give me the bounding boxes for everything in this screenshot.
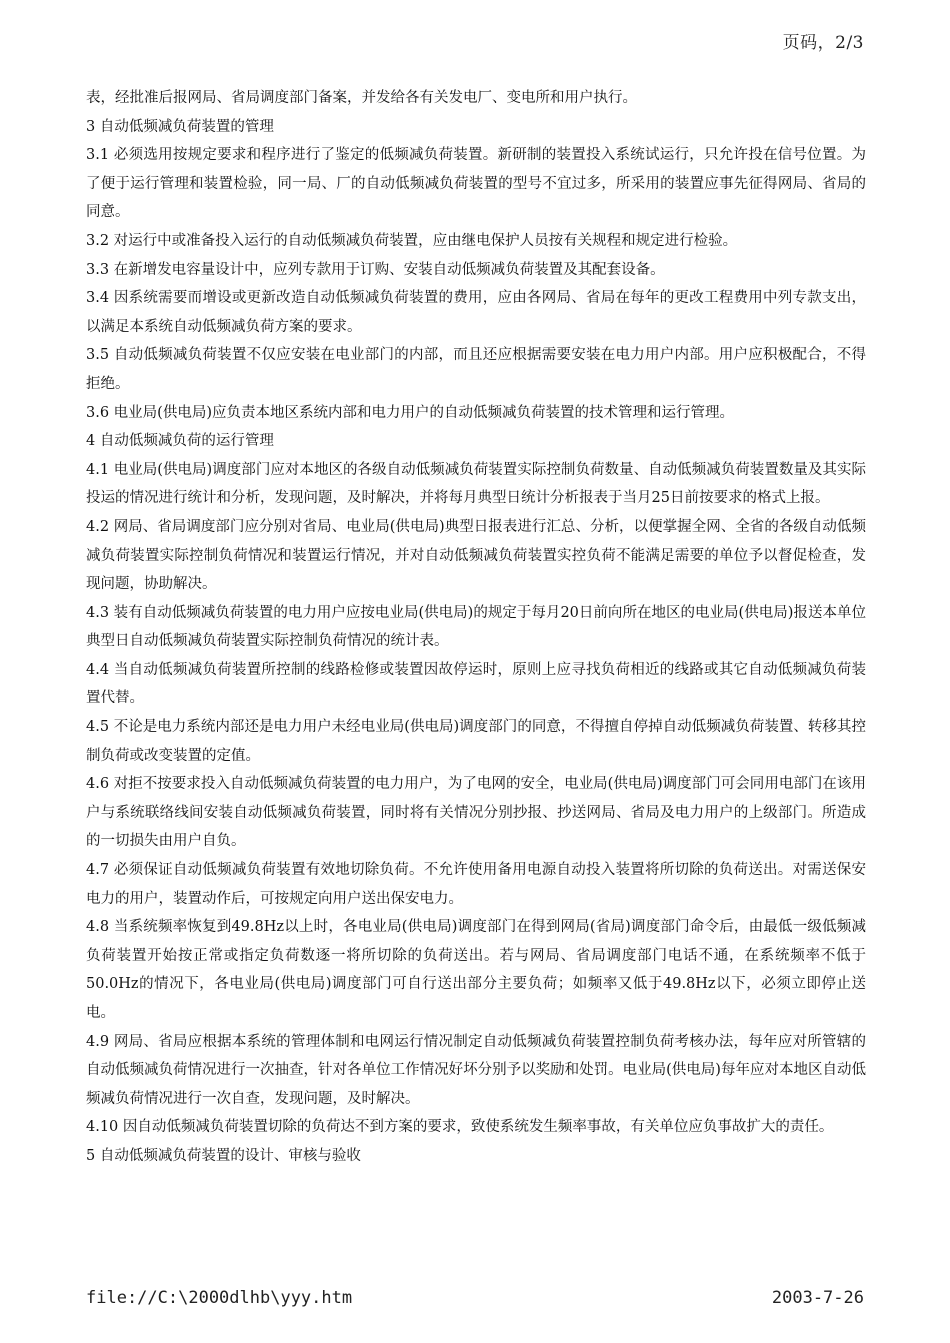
- paragraph: 4.5 不论是电力系统内部还是电力用户未经电业局(供电局)调度部门的同意，不得擅自停掉自动低频减负荷装置、转移其控制负荷或改变装置的定值。: [86, 719, 866, 764]
- paragraph: 4.9 网局、省局应根据本系统的管理体制和电网运行情况制定自动低频减负荷装置控制负荷考核办法，每年应对所管辖的自动低频减负荷情况进行一次抽查，针对各单位工作情况好坏分别予以奖励和处罚。电业局(供电局)每年应对本地区自动低频减负荷情况进行一次自查，发现问题，及时解决。: [86, 1033, 866, 1107]
- section-heading: 5 自动低频减负荷装置的设计、审核与验收: [86, 1147, 361, 1164]
- paragraph: 3.1 必须选用按规定要求和程序进行了鉴定的低频减负荷装置。新研制的装置投入系统试运行，只允许投在信号位置。为了便于运行管理和装置检验，同一局、厂的自动低频减负荷装置的型号不宜过多，所采用的装置应事先征得网局、省局的同意。: [86, 147, 866, 221]
- document-body: [86, 84, 866, 1171]
- print-date: 2003-7-26: [771, 1288, 864, 1308]
- paragraph: 3.2 对运行中或准备投入运行的自动低频减负荷装置，应由继电保护人员按有关规程和规定进行检验。: [86, 232, 738, 249]
- page-number: 页码，2/3: [782, 33, 864, 53]
- section-heading: 4 自动低频减负荷的运行管理: [86, 433, 274, 450]
- paragraph: 4.3 装有自动低频减负荷装置的电力用户应按电业局(供电局)的规定于每月20日前向所在地区的电业局(供电局)报送本单位典型日自动低频减负荷装置实际控制负荷情况的统计表。: [86, 604, 866, 650]
- paragraph: 3.5 自动低频减负荷装置不仅应安装在电业部门的内部，而且还应根据需要安装在电力用户内部。用户应积极配合，不得拒绝。: [86, 347, 866, 392]
- paragraph: 4.4 当自动低频减负荷装置所控制的线路检修或装置因故停运时，原则上应寻找负荷相近的线路或其它自动低频减负荷装置代替。: [86, 661, 866, 707]
- paragraph: 4.2 网局、省局调度部门应分别对省局、电业局(供电局)典型日报表进行汇总、分析，以便掌握全网、全省的各级自动低频减负荷装置实际控制负荷情况和装置运行情况，并对自动低频减负荷装置实控负荷不能满足需要的单位予以督促检查，发现问题，协助解决。: [86, 518, 866, 593]
- file-path: file://C:\2000dlhb\yyy.htm: [86, 1288, 353, 1308]
- paragraph: 3.6 电业局(供电局)应负责本地区系统内部和电力用户的自动低频减负荷装置的技术管理和运行管理。: [86, 404, 734, 421]
- paragraph: 表，经批准后报网局、省局调度部门备案，并发给各有关发电厂、变电所和用户执行。: [86, 90, 637, 106]
- paragraph: 3.3 在新增发电容量设计中，应列专款用于订购、安装自动低频减负荷装置及其配套设备。: [86, 261, 665, 278]
- paragraph: 4.1 电业局(供电局)调度部门应对本地区的各级自动低频减负荷装置实际控制负荷数量、自动低频减负荷装置数量及其实际投运的情况进行统计和分析，发现问题，及时解决，并将每月典型日统计分析报表于当月25日前按要求的格式上报。: [86, 461, 866, 507]
- paragraph: 4.10 因自动低频减负荷装置切除的负荷达不到方案的要求，致使系统发生频率事故，有关单位应负事故扩大的责任。: [86, 1119, 834, 1136]
- paragraph: 4.8 当系统频率恢复到49.8Hz以上时，各电业局(供电局)调度部门在得到网局(省局)调度部门命令后，由最低一级低频减负荷装置开始按正常或指定负荷数逐一将所切除的负荷送出。若与网局、省局调度部门电话不通，在系统频率不低于50.0Hz的情况下，各电业局(供电局)调度部门可自行送出部分主要负荷；如频率又低于49.8Hz以下，必须立即停止送电。: [86, 919, 866, 1021]
- paragraph: 4.7 必须保证自动低频减负荷装置有效地切除负荷。不允许使用备用电源自动投入装置将所切除的负荷送出。对需送保安电力的用户，装置动作后，可按规定向用户送出保安电力。: [86, 862, 866, 907]
- paragraph: 4.6 对拒不按要求投入自动低频减负荷装置的电力用户，为了电网的安全，电业局(供电局)调度部门可会同用电部门在该用户与系统联络线间安装自动低频减负荷装置，同时将有关情况分别抄报、抄送网局、省局及电力用户的上级部门。所造成的一切损失由用户自负。: [86, 776, 866, 850]
- paragraph: 3.4 因系统需要而增设或更新改造自动低频减负荷装置的费用，应由各网局、省局在每年的更改工程费用中列专款支出，以满足本系统自动低频减负荷方案的要求。: [86, 290, 866, 335]
- section-heading: 3 自动低频减负荷装置的管理: [86, 118, 274, 135]
